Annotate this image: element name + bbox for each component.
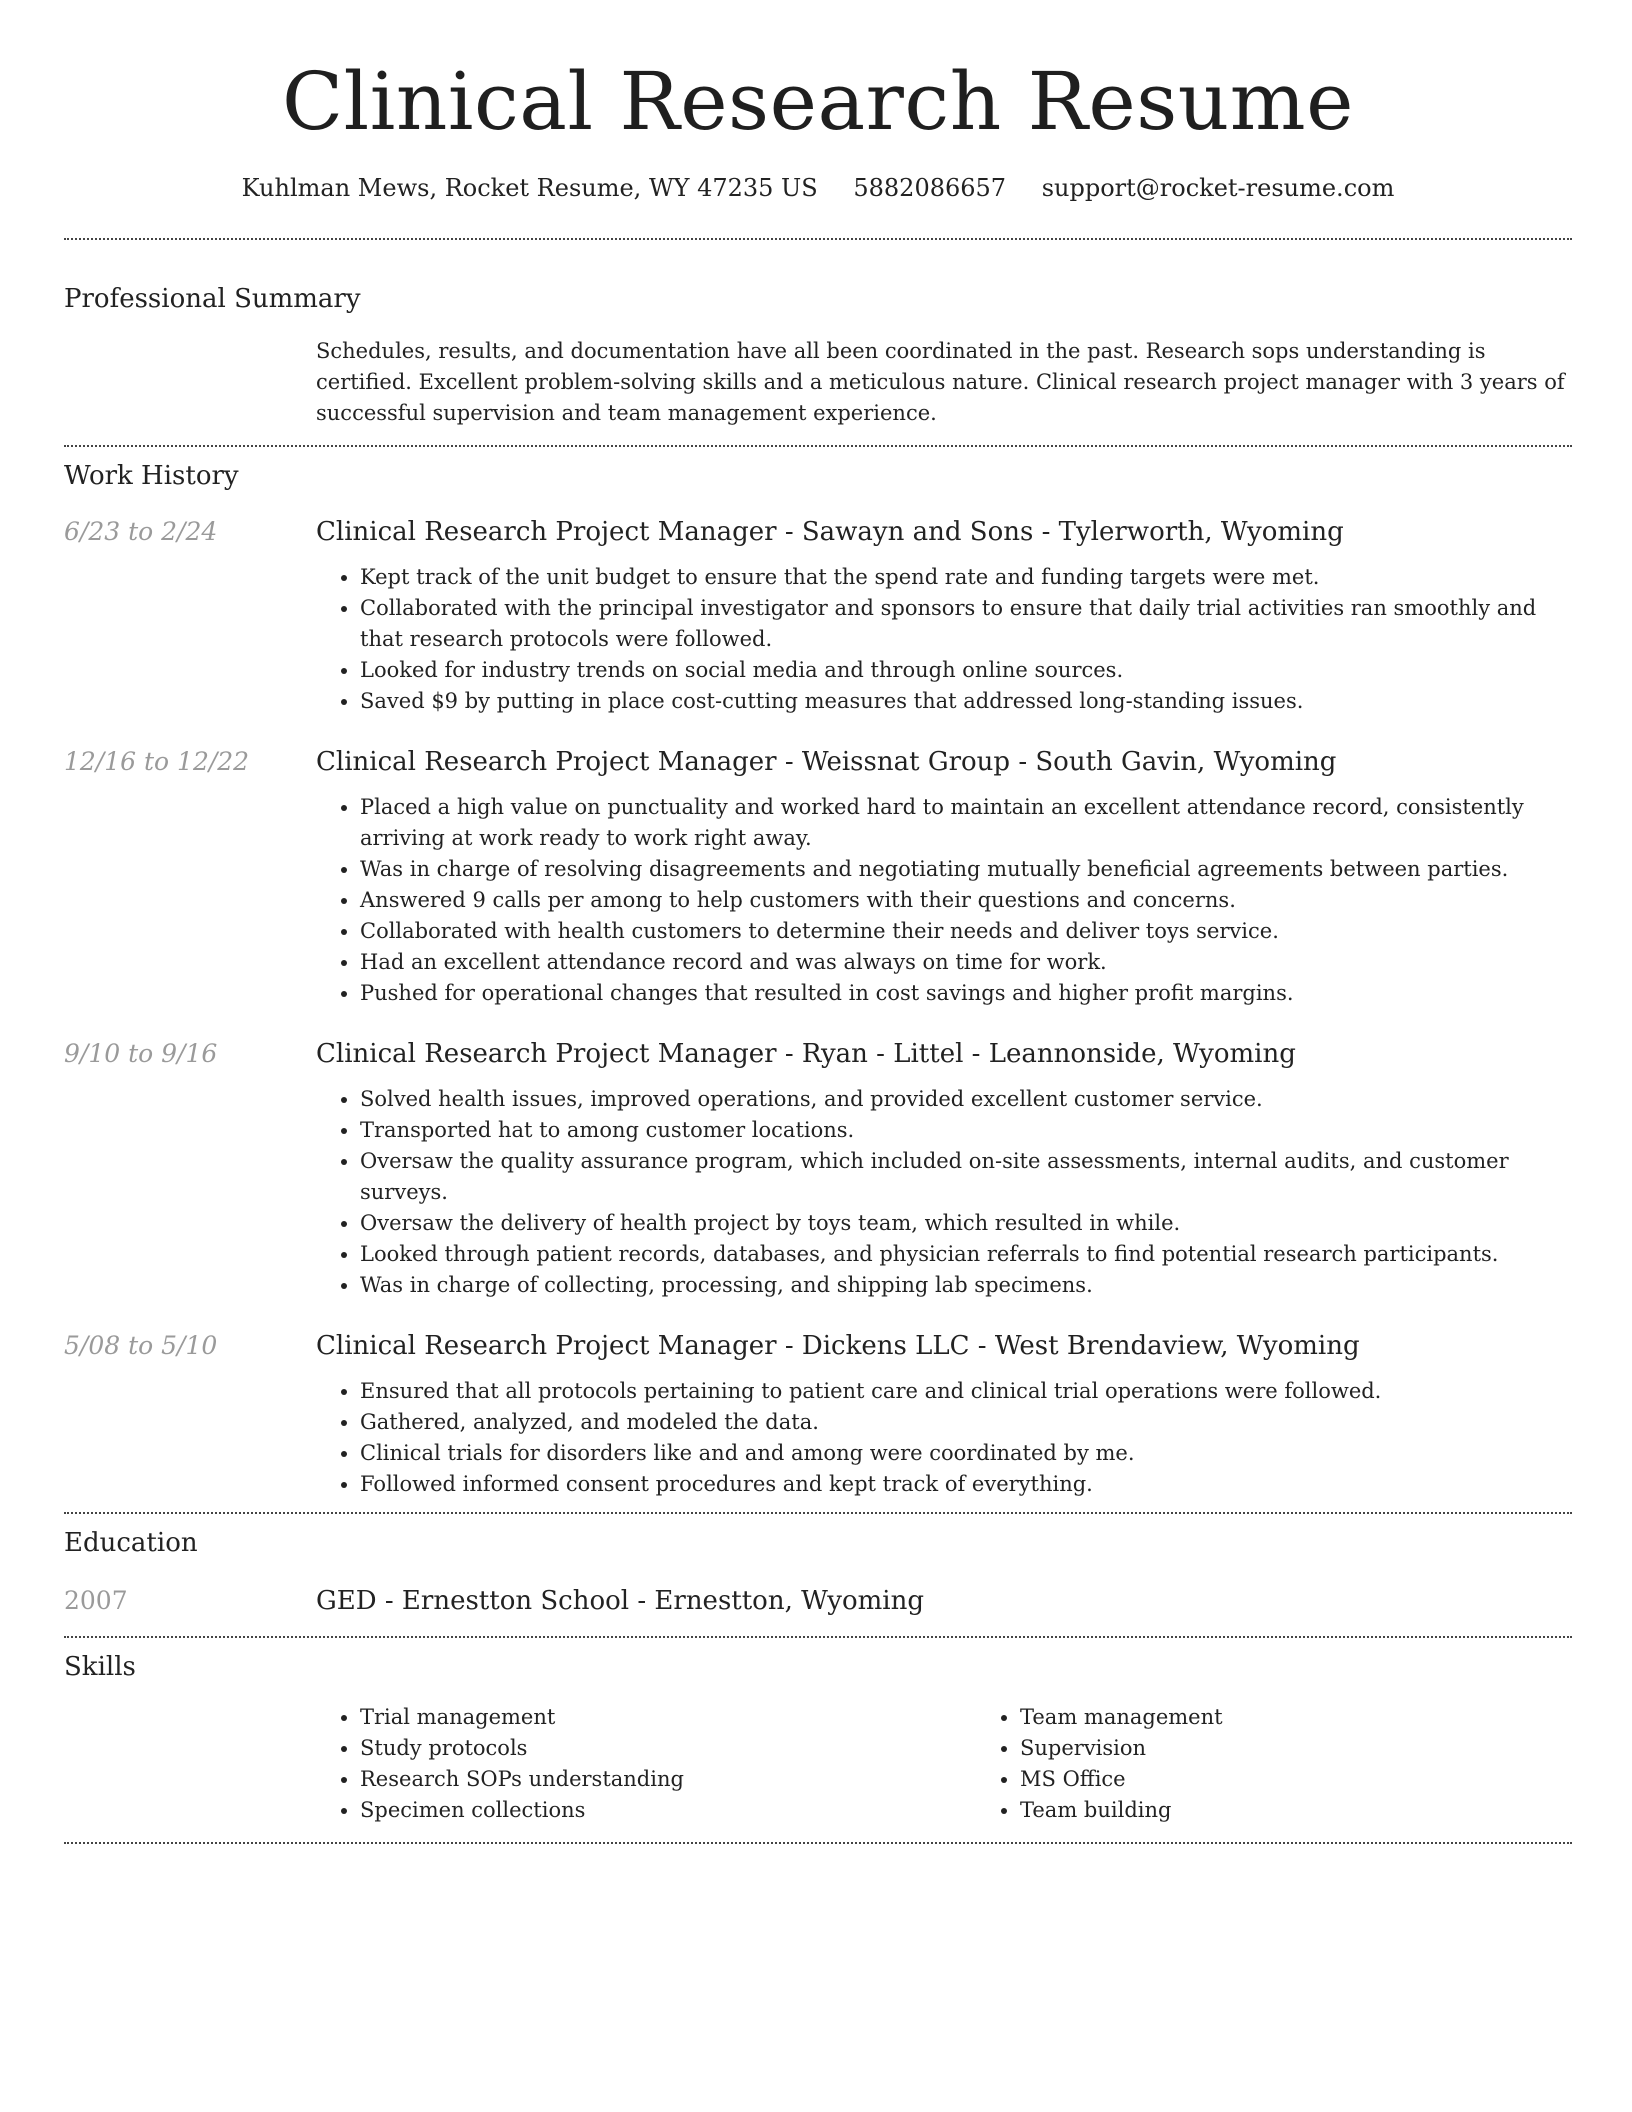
list-item: • Looked for industry trends on social media and through online sources. — [360, 655, 1572, 686]
list-item: • Pushed for operational changes that resulted in cost savings and higher profit margins. — [360, 978, 1572, 1009]
resume-page — [64, 0, 1572, 1844]
job-dates: 6/23 to 2/24 — [64, 517, 218, 546]
skills-columns — [316, 1702, 1632, 1826]
list-item: • Kept track of the unit budget to ensure that the spend rate and funding targets were met. — [360, 562, 1572, 593]
resume-title: Clinical Research Resume — [281, 55, 1355, 148]
job-entry — [64, 515, 1572, 717]
job-title: Clinical Research Project Manager - Ryan - Littel - Leannonside, Wyoming — [316, 1039, 1296, 1069]
list-item: • Oversaw the quality assurance program, which included on-site assessments, internal audits, and customer surveys. — [360, 1146, 1572, 1208]
divider — [64, 238, 1572, 240]
skills-row — [64, 1702, 1572, 1826]
list-item: • Looked through patient records, databases, and physician referrals to find potential research participants. — [360, 1239, 1572, 1270]
list-item: • Gathered, analyzed, and modeled the data. — [360, 1407, 1572, 1438]
job-dates: 12/16 to 12/22 — [64, 747, 250, 776]
list-item: • Clinical trials for disorders like and and among were coordinated by me. — [360, 1438, 1572, 1469]
job-title: Clinical Research Project Manager - Weissnat Group - South Gavin, Wyoming — [316, 747, 1337, 777]
job-entry — [64, 1037, 1572, 1301]
list-item: • Ensured that all protocols pertaining to patient care and clinical trial operations were followed. — [360, 1376, 1572, 1407]
list-item: • Solved health issues, improved operations, and provided excellent customer service. — [360, 1084, 1572, 1115]
education-year: 2007 — [64, 1586, 128, 1615]
list-item: • Study protocols — [360, 1733, 976, 1764]
education-title: GED - Ernestton School - Ernestton, Wyoming — [316, 1586, 924, 1616]
education-entry — [64, 1584, 1572, 1618]
list-item: • Collaborated with health customers to determine their needs and deliver toys service. — [360, 916, 1572, 947]
work-heading: Work History — [64, 461, 239, 491]
list-item: • Was in charge of resolving disagreements and negotiating mutually beneficial agreements between parties. — [360, 854, 1572, 885]
job-entry — [64, 745, 1572, 1009]
contact-phone: 5882086657 — [853, 174, 1007, 202]
divider — [64, 1842, 1572, 1844]
list-item: • Trial management — [360, 1702, 976, 1733]
contact-line — [64, 172, 1572, 204]
list-item: • Team building — [1020, 1795, 1632, 1826]
job-dates: 9/10 to 9/16 — [64, 1039, 218, 1068]
summary-text: Schedules, results, and documentation have all been coordinated in the past. Research sops understanding is certified. Excellent problem-solving skills and a meticulous nature. Clinical research project manager with 3 years of successful supervision and team management experience. — [316, 339, 1565, 425]
job-title: Clinical Research Project Manager - Sawayn and Sons - Tylerworth, Wyoming — [316, 517, 1344, 547]
summary-row — [64, 336, 1572, 429]
skills-list-left — [316, 1702, 976, 1826]
list-item: • Answered 9 calls per among to help customers with their questions and concerns. — [360, 885, 1572, 916]
contact-address: Kuhlman Mews, Rocket Resume, WY 47235 US — [241, 174, 818, 202]
job-title: Clinical Research Project Manager - Dickens LLC - West Brendaview, Wyoming — [316, 1331, 1360, 1361]
skills-spacer — [64, 1702, 316, 1826]
list-item: • Saved $9 by putting in place cost-cutting measures that addressed long-standing issues. — [360, 686, 1572, 717]
list-item: • Followed informed consent procedures and kept track of everything. — [360, 1469, 1572, 1500]
list-item: • Placed a high value on punctuality and worked hard to maintain an excellent attendance record, consistently arriving at work ready to work right away. — [360, 792, 1572, 854]
job-bullets — [316, 1376, 1572, 1500]
list-item: • MS Office — [1020, 1764, 1632, 1795]
list-item: • Had an excellent attendance record and was always on time for work. — [360, 947, 1572, 978]
job-dates: 5/08 to 5/10 — [64, 1331, 218, 1360]
summary-heading: Professional Summary — [64, 284, 361, 314]
job-bullets — [316, 562, 1572, 717]
list-item: • Oversaw the delivery of health project by toys team, which resulted in while. — [360, 1208, 1572, 1239]
list-item: • Supervision — [1020, 1733, 1632, 1764]
divider — [64, 1636, 1572, 1638]
list-item: • Research SOPs understanding — [360, 1764, 976, 1795]
job-bullets — [316, 792, 1572, 1009]
list-item: • Specimen collections — [360, 1795, 976, 1826]
contact-email: support@rocket-resume.com — [1041, 174, 1395, 202]
list-item: • Team management — [1020, 1702, 1632, 1733]
divider — [64, 1512, 1572, 1514]
education-heading: Education — [64, 1528, 198, 1558]
skills-list-right — [976, 1702, 1632, 1826]
divider — [64, 445, 1572, 447]
list-item: • Transported hat to among customer locations. — [360, 1115, 1572, 1146]
skills-heading: Skills — [64, 1652, 136, 1682]
list-item: • Was in charge of collecting, processing, and shipping lab specimens. — [360, 1270, 1572, 1301]
list-item: • Collaborated with the principal investigator and sponsors to ensure that daily trial activities ran smoothly and that research protocols were followed. — [360, 593, 1572, 655]
job-entry — [64, 1329, 1572, 1500]
summary-spacer — [64, 336, 316, 429]
job-bullets — [316, 1084, 1572, 1301]
